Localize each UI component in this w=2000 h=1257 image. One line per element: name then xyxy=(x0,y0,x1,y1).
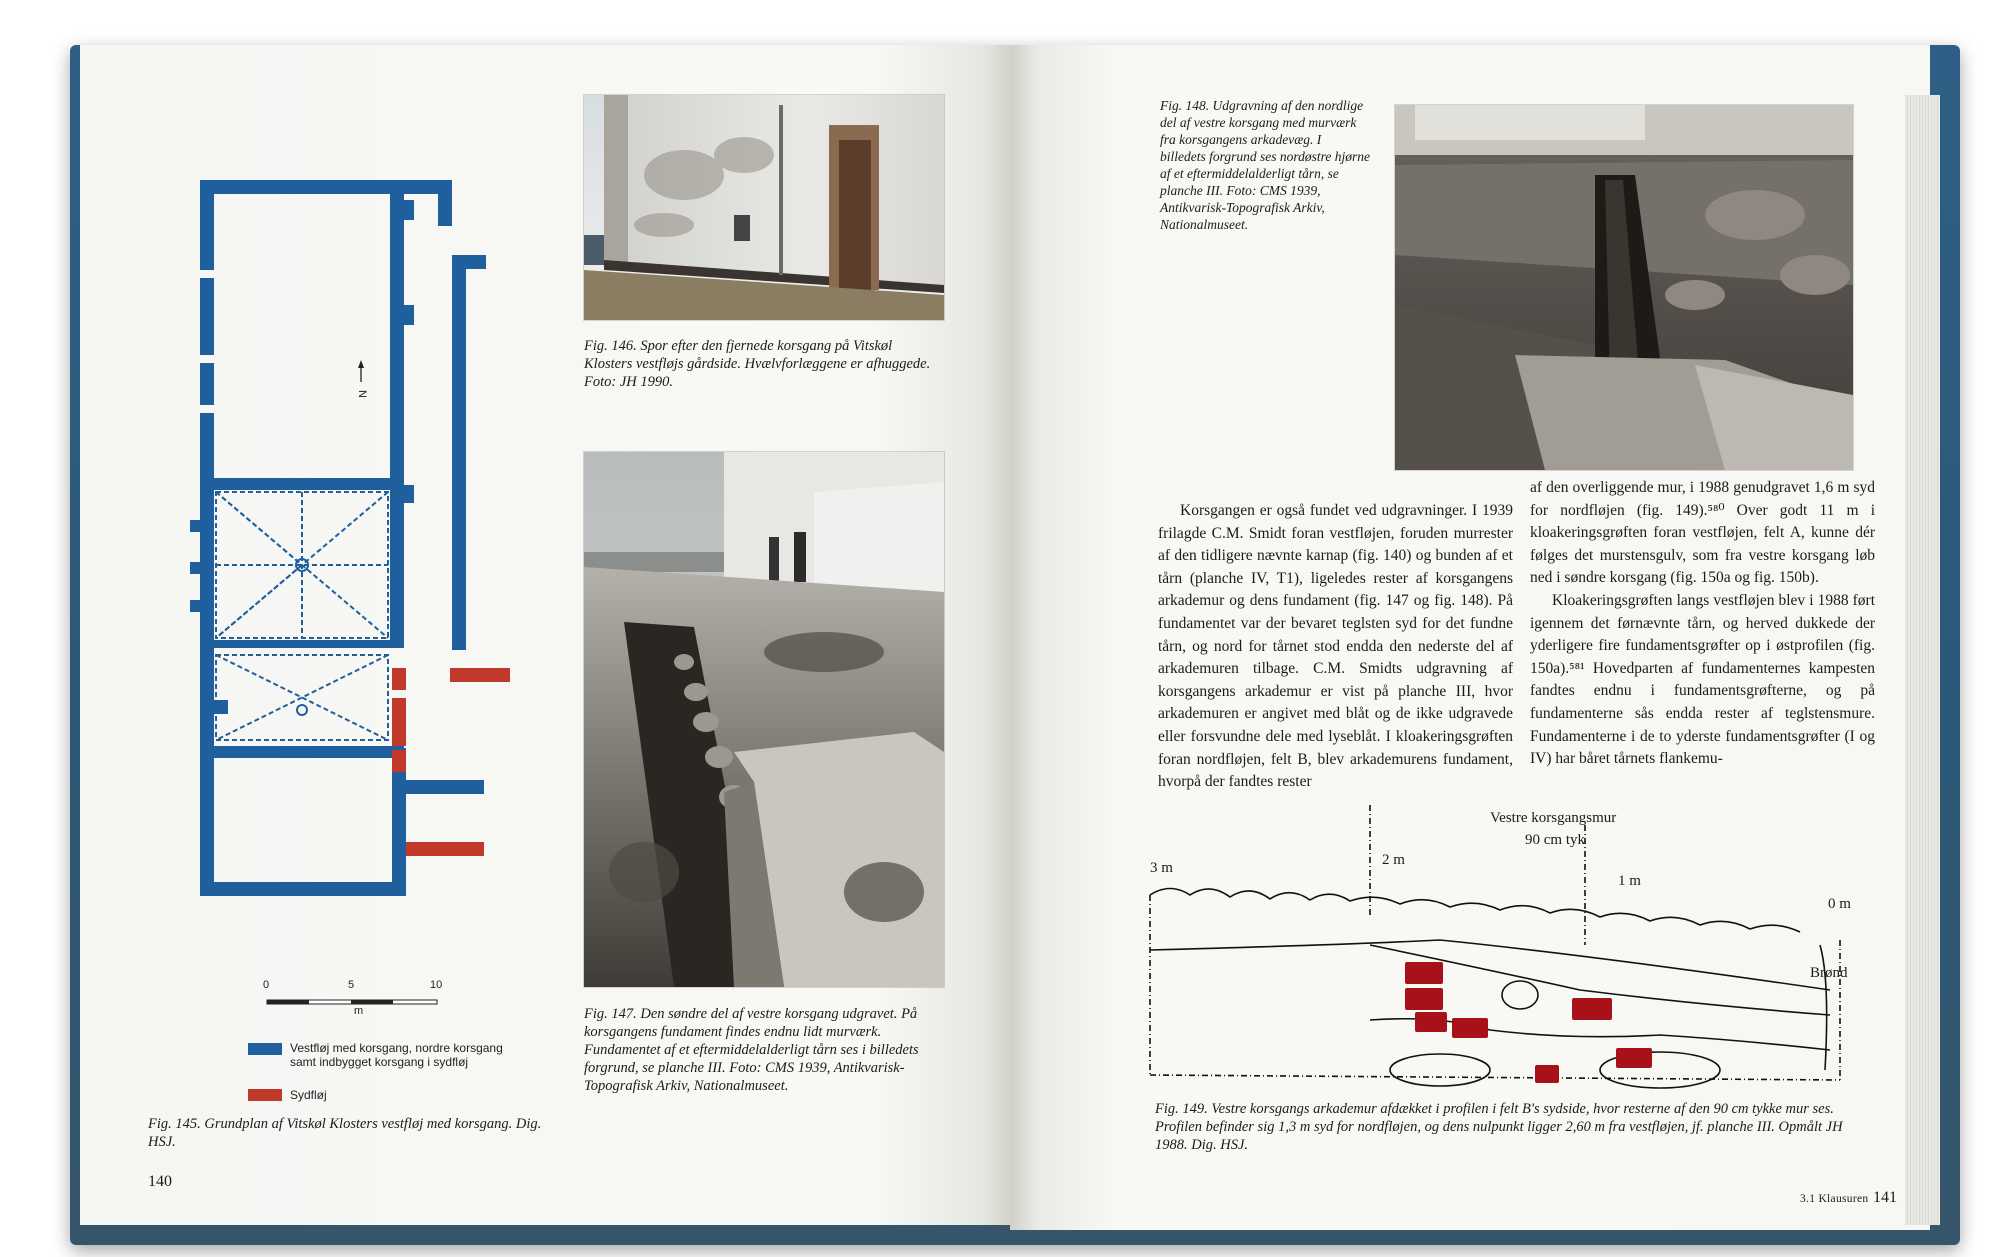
wall-label: Vestre korsgangsmur xyxy=(1490,810,1617,826)
body-paragraph: af den overliggende mur, i 1988 genudgravet 1,6 m syd for nordfløjen (fig. 149).⁵⁸⁰ Over godt 11 m i kloakeringsgrøften foran vestfløjen, felt A, kunne dér følges det murstensgulv, som fra vestre korsgang løb ned i søndre korsgang (fig. 150a og fig. 150b). xyxy=(1530,479,1875,587)
tick-2m: 2 m xyxy=(1382,852,1405,868)
book-spread xyxy=(80,45,1950,1230)
right-folio: 141 xyxy=(1873,1189,1897,1206)
left-folio: 140 xyxy=(148,1173,172,1190)
fig147-caption: Fig. 147. Den søndre del af vestre korsgang udgravet. På korsgangens fundament findes endnu lidt murværk. Fundamentet af et eftermiddelalderligt tårn ses i billedets forgrund, se planche III. Foto: CMS 1939, Antikvarisk-Topografisk Arkiv, Nationalmuseet. xyxy=(584,1006,919,1094)
right-page xyxy=(1010,45,1930,1230)
legend-swatch-blue xyxy=(248,1043,282,1055)
scale-tick-5: 5 xyxy=(348,979,355,991)
floor-plan-fig145 xyxy=(180,100,510,940)
photo-excavation-icon xyxy=(584,452,944,987)
running-head: 3.1 Klausuren xyxy=(1800,1193,1869,1205)
tick-0m: 0 m xyxy=(1828,896,1851,912)
scale-unit: m xyxy=(354,1005,364,1017)
body-paragraph: Korsgangen er også fundet ved udgravninger. I 1939 frilagde C.M. Smidt foran vestfløjen, foruden murrester af den tidligere nævnte karnap (fig. 140) og bunden af et tårn (planche IV, T1), ligeledes rester af korsgangens arkademur og dens fundament (fig. 147 og fig. 148). På fundamentet var der bevaret teglsten syd for det fundne tårn, og nord for tårnet stod endda den nederste del af arkademuren tilbage. C.M. Smidts udgravning af korsgangens arkademur er vist på planche III, hvor arkademuren er angivet med blåt og de ikke udgravede eller forsvundne dele med lyseblåt. I kloakeringsgrøften foran nordfløjen, felt B, blev arkademurens fundament, hvorpå der fandtes rester xyxy=(1158,502,1513,791)
left-page xyxy=(80,45,1010,1225)
body-column-1 xyxy=(1158,500,1513,794)
legend-blue-label: Vestfløj med korsgang, nordre korsgang samt indbygget korsgang i sydfløj xyxy=(290,1041,503,1069)
fig146-photo xyxy=(584,95,944,320)
photo-building-wall-icon xyxy=(584,95,944,320)
body-paragraph: Kloakeringsgrøften langs vestfløjen blev i 1988 ført igennem det førnævnte tårn, og herved dukkede der yderligere fire fundamentsgrøfter op i østprofilen (fig. 150a).⁵⁸¹ Hovedparten af fundamenternes kampesten fandtes endnu i fundamentsgrøfterne, og på fundamenterne sås endda rester af teglstensmure. Fundamenterne i de to yderste fundamentsgrøfter (I og IV) har båret tårnets flankemu- xyxy=(1530,591,1875,768)
wall-thickness-label: 90 cm tyk xyxy=(1525,832,1585,848)
scale-tick-0: 0 xyxy=(263,979,270,991)
photo-trench-icon xyxy=(1395,105,1853,470)
tick-3m: 3 m xyxy=(1150,860,1173,876)
fig148-photo xyxy=(1395,105,1853,470)
fig145-caption: Fig. 145. Grundplan af Vitskøl Klosters vestfløj med korsgang. Dig. HSJ. xyxy=(148,1116,542,1150)
scale-tick-10: 10 xyxy=(430,979,443,991)
legend-swatch-red xyxy=(248,1089,282,1101)
page-edge xyxy=(1905,95,1940,1225)
body-column-2 xyxy=(1530,477,1875,771)
fig149-caption: Fig. 149. Vestre korsgangs arkademur afdækket i profilen i felt B's sydside, hvor resterne af den 90 cm tykke mur ses. Profilen befinder sig 1,3 m syd for nordfløjen, og dens nulpunkt ligger 2,60 m fra vestfløjen, jf. planche III. Opmålt JH 1988. Dig. HSJ. xyxy=(1155,1101,1843,1153)
legend-red-label: Sydfløj xyxy=(290,1088,327,1102)
fig147-photo xyxy=(584,452,944,987)
well-label: Brønd xyxy=(1810,965,1848,981)
fig148-caption: Fig. 148. Udgravning af den nordlige del af vestre korsgang med murværk fra korsgangens arkadevæg. I billedets forgrund ses nordøstre hjørne af et eftermiddelalderligt tårn, se planche III. Foto: CMS 1939, Antikvarisk-Topografisk Arkiv, Nationalmuseet. xyxy=(1160,98,1370,232)
fig146-caption: Fig. 146. Spor efter den fjernede korsgang på Vitskøl Klosters vestfløjs gårdside. Hvælvforlæggene er afhuggede. Foto: JH 1990. xyxy=(584,338,931,390)
fig149-profile-drawing xyxy=(1140,800,1860,1090)
tick-1m: 1 m xyxy=(1618,873,1641,889)
north-label: N xyxy=(355,390,368,398)
